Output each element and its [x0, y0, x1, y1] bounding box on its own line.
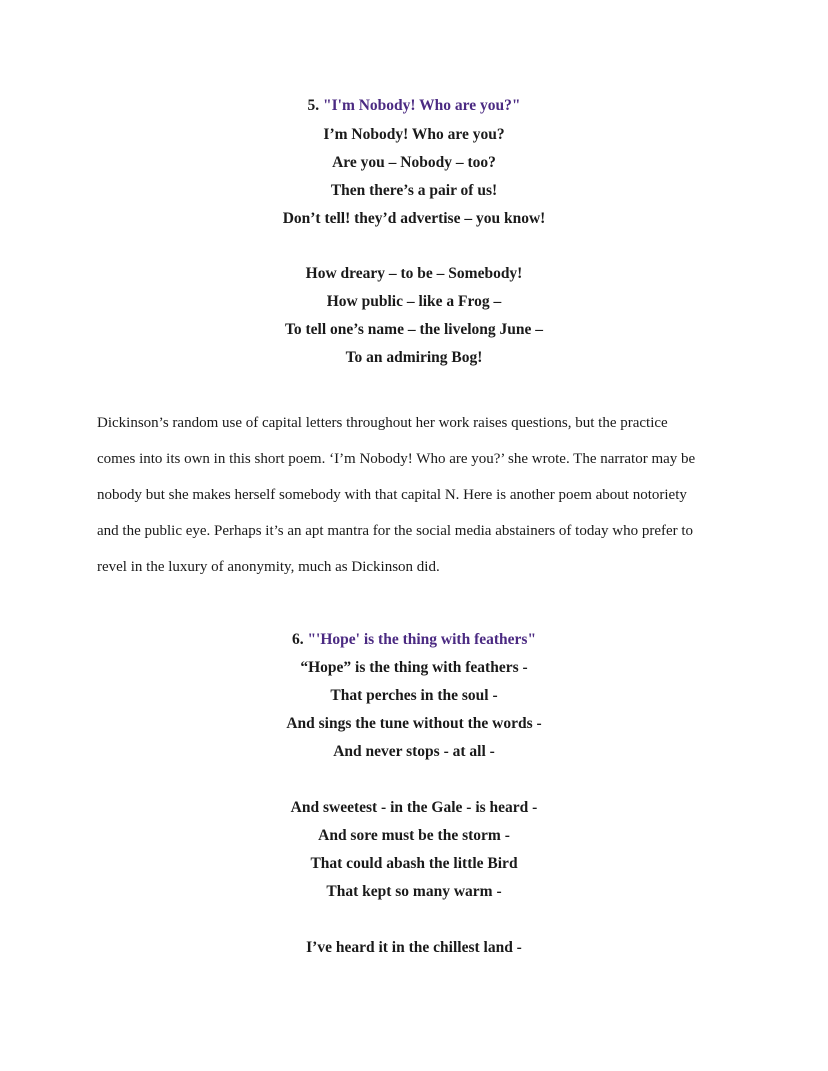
- commentary-line: comes into its own in this short poem. ‘I’m Nobody! Who are you?’ she wrote. The narrator may be: [97, 451, 696, 467]
- poem-6-line: And sweetest - in the Gale - is heard -: [290, 799, 538, 816]
- poem-5-line: To tell one’s name – the livelong June –: [284, 321, 544, 338]
- poem-5-title: "I'm Nobody! Who are you?": [323, 97, 521, 114]
- poem-5-line: Then there’s a pair of us!: [330, 182, 498, 199]
- poem-6-line: And never stops - at all -: [333, 743, 495, 760]
- poem-5-line: Don’t tell! they’d advertise – you know!: [282, 210, 546, 227]
- poem-6-heading: [0, 631, 828, 649]
- poem-6-line: That kept so many warm -: [326, 883, 502, 900]
- poem-5-line: To an admiring Bog!: [345, 349, 483, 366]
- commentary-line: nobody but she makes herself somebody with that capital N. Here is another poem about notoriety: [97, 487, 687, 503]
- poem-5-line: How public – like a Frog –: [326, 293, 502, 310]
- poem-5-line: I’m Nobody! Who are you?: [323, 126, 505, 143]
- poem-5-heading: [0, 97, 828, 115]
- commentary-line: and the public eye. Perhaps it’s an apt mantra for the social media abstainers of today who prefer to: [97, 523, 694, 539]
- poem-6-line: And sore must be the storm -: [318, 827, 510, 844]
- poem-6-line: That could abash the little Bird: [310, 855, 518, 872]
- poem-6-title: "'Hope' is the thing with feathers": [307, 631, 537, 648]
- poem-6-number: 6.: [291, 631, 304, 648]
- poem-6-line: That perches in the soul -: [330, 687, 498, 704]
- poem-6-line: And sings the tune without the words -: [286, 715, 542, 732]
- poem-5-number: 5.: [307, 97, 320, 114]
- poem-6-line: I’ve heard it in the chillest land -: [306, 939, 522, 956]
- commentary-line: Dickinson’s random use of capital letters throughout her work raises questions, but the practice: [97, 415, 668, 431]
- commentary-line: revel in the luxury of anonymity, much as Dickinson did.: [97, 559, 440, 575]
- poem-6-line: “Hope” is the thing with feathers -: [300, 659, 528, 676]
- poem-5-line: Are you – Nobody – too?: [332, 154, 496, 171]
- poem-5-line: How dreary – to be – Somebody!: [305, 265, 523, 282]
